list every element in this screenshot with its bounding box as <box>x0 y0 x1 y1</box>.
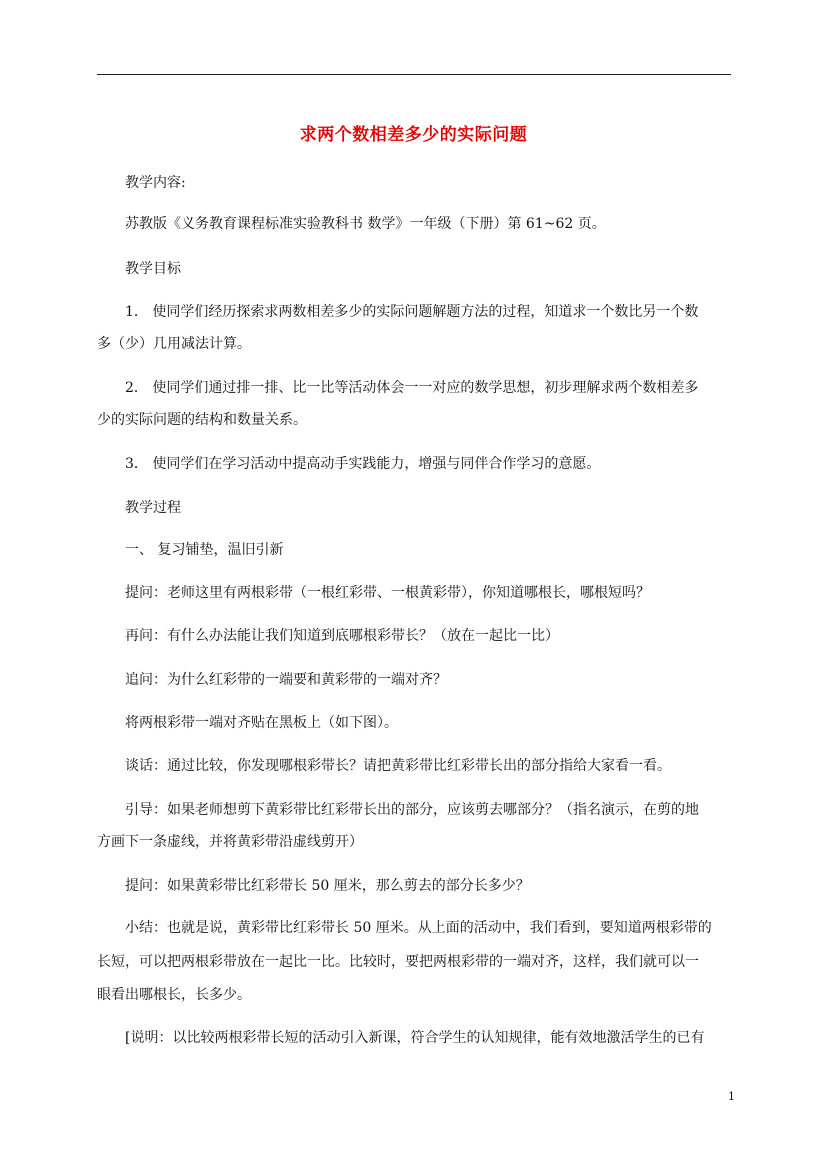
page-title: 求两个数相差多少的实际问题 <box>299 125 528 145</box>
paragraph-goal-2-line-1: 2． 使同学们通过排一排、比一比等活动体会一一对应的数学思想，初步理解求两个数相差多 <box>125 380 699 396</box>
paragraph-summary-line-3: 眼看出哪根长，长多少。 <box>97 987 251 1003</box>
paragraph-section-1: 一、 复习铺垫，温旧引新 <box>125 542 284 558</box>
paragraph-question-1: 提问：老师这里有两根彩带（一根红彩带、一根黄彩带），你知道哪根长，哪根短吗？ <box>125 585 650 601</box>
page-number: 1 <box>728 1090 735 1103</box>
paragraph-guide-line-1: 引导：如果老师想剪下黄彩带比红彩带长出的部分，应该剪去哪部分？（指名演示，在剪的地 <box>125 802 699 818</box>
paragraph-question-4: 提问：如果黄彩带比红彩带长 50 厘米，那么剪去的部分长多少？ <box>125 878 530 894</box>
paragraph-question-3: 追问：为什么红彩带的一端要和黄彩带的一端对齐？ <box>125 672 447 688</box>
paragraph-note: [说明：以比较两根彩带长短的活动引入新课，符合学生的认知规律，能有效地激活学生的已有 <box>125 1030 705 1046</box>
paragraph-summary-line-2: 长短，可以把两根彩带放在一起比一比。比较时，要把两根彩带的一端对齐，这样，我们就可以一 <box>97 954 699 970</box>
header-rule <box>97 74 731 75</box>
paragraph-question-2: 再问：有什么办法能让我们知道到底哪根彩带长？（放在一起比一比） <box>125 628 559 644</box>
paragraph-goal-3: 3． 使同学们在学习活动中提高动手实践能力，增强与同伴合作学习的意愿。 <box>125 456 601 472</box>
paragraph-goal-1-line-2: 多（少）几用减法计算。 <box>97 336 251 352</box>
paragraph-summary-line-1: 小结：也就是说，黄彩带比红彩带长 50 厘米。从上面的活动中，我们看到，要知道两根彩带的 <box>125 920 712 936</box>
paragraph-process-heading: 教学过程 <box>125 500 181 516</box>
paragraph-instruction: 将两根彩带一端对齐贴在黑板上（如下图）。 <box>125 715 398 731</box>
paragraph-goal-1-line-1: 1． 使同学们经历探索求两数相差多少的实际问题解题方法的过程，知道求一个数比另一个数 <box>125 304 699 320</box>
paragraph-goals-heading: 教学目标 <box>125 261 181 277</box>
paragraph-goal-2-line-2: 少的实际问题的结构和数量关系。 <box>97 412 307 428</box>
paragraph-content-heading: 教学内容: <box>125 175 186 191</box>
paragraph-guide-line-2: 方画下一条虚线，并将黄彩带沿虚线剪开） <box>97 834 363 850</box>
paragraph-textbook: 苏教版《义务教育课程标准实验教科书 数学》一年级（下册）第 61~62 页。 <box>125 216 606 232</box>
paragraph-talk: 谈话：通过比较，你发现哪根彩带长？请把黄彩带比红彩带长出的部分指给大家看一看。 <box>125 758 671 774</box>
